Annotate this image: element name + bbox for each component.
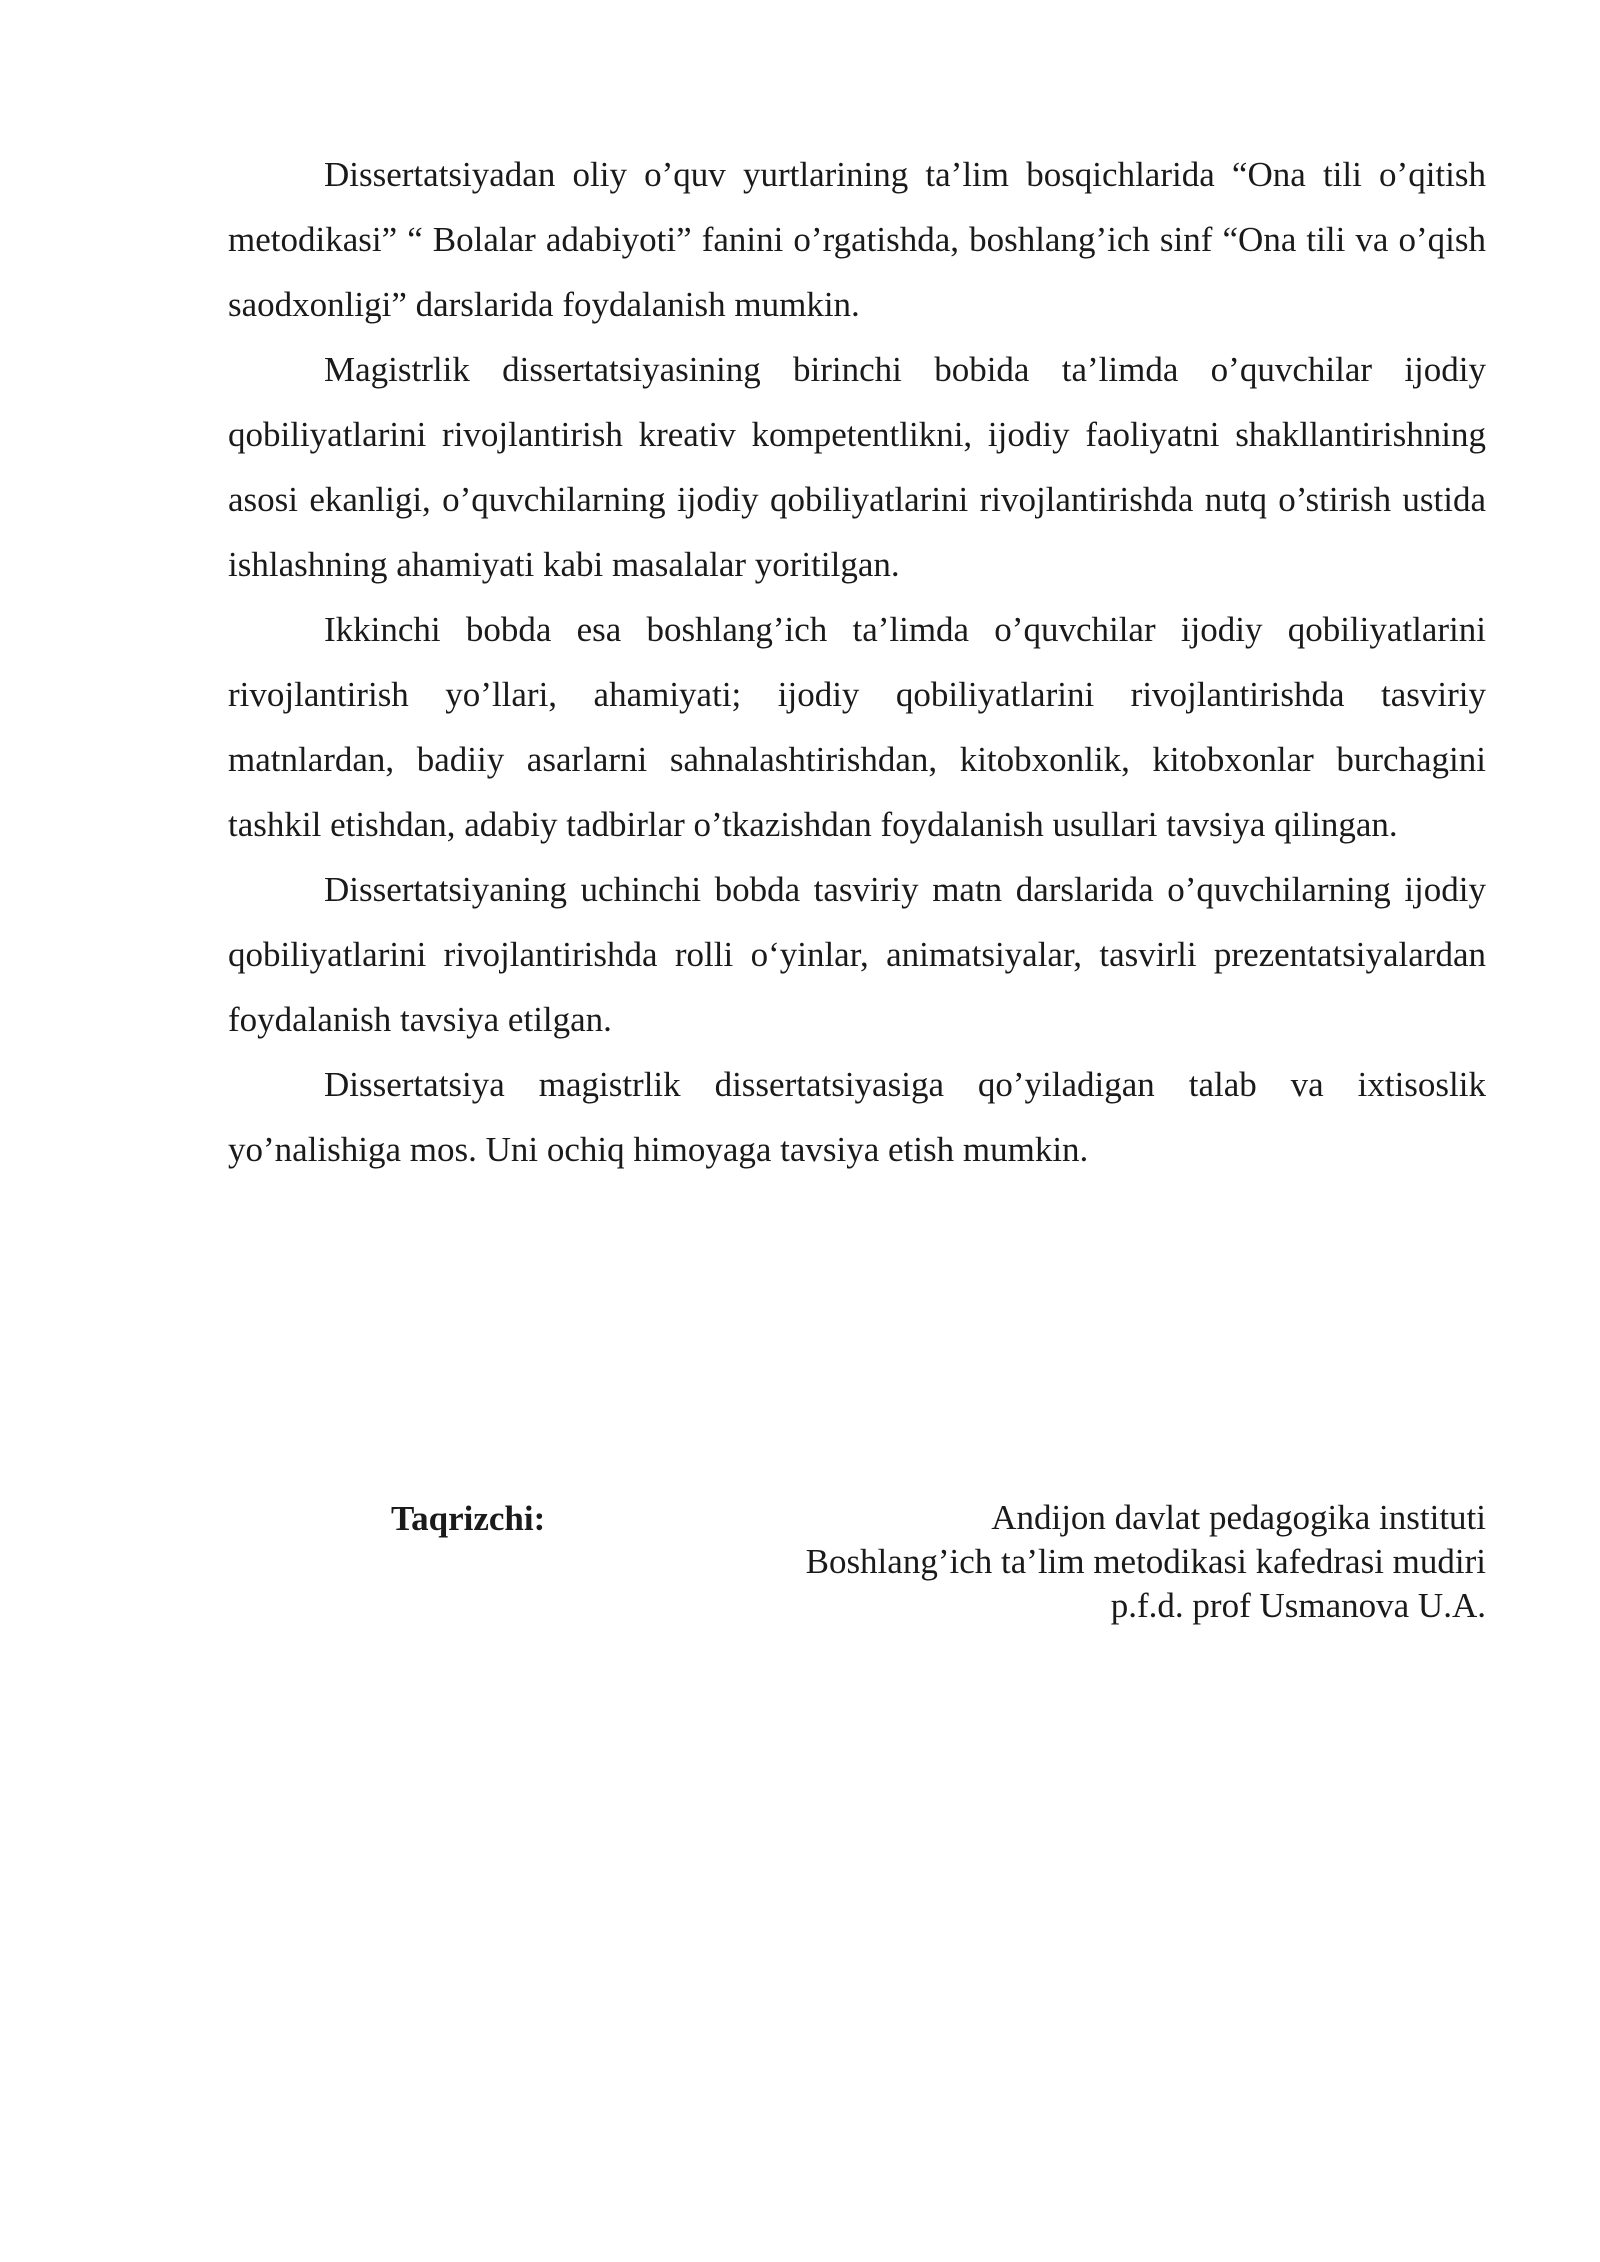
paragraph-usage: Dissertatsiyadan oliy o’quv yurtlarining ta’lim bosqichlarida “Ona tili o’qitish metodikasi” “ Bolalar adabiyoti” fanini o’rgatishda, boshlang’ich sinf “Ona tili va o’qish saodxonligi” darslarida foydalanish mumkin.	[228, 155, 1486, 324]
review-body	[228, 142, 1486, 1182]
reviewer-institution: Andijon davlat pedagogika instituti	[991, 1498, 1486, 1537]
reviewer-position: Boshlang’ich ta’lim metodikasi kafedrasi mudiri	[805, 1542, 1486, 1581]
signature-block	[228, 1496, 1486, 1636]
paragraph-conclusion: Dissertatsiya magistrlik dissertatsiyasiga qo’yiladigan talab va ixtisoslik yo’nalishiga mos. Uni ochiq himoyaga tavsiya etish mumkin.	[228, 1065, 1486, 1169]
paragraph-chapter-one: Magistrlik dissertatsiyasining birinchi bobida ta’limda o’quvchilar ijodiy qobiliyatlarini rivojlantirish kreativ kompetentlikni, ijodiy faoliyatni shakllantirishning asosi ekanligi, o’quvchilarning ijodiy qobiliyatlarini rivojlantirishda nutq o’stirish ustida ishlashning ahamiyati kabi masalalar yoritilgan.	[228, 350, 1486, 584]
reviewer-name: p.f.d. prof Usmanova U.A.	[1110, 1586, 1486, 1625]
reviewer-details	[806, 1496, 1486, 1628]
paragraph-chapter-two: Ikkinchi bobda esa boshlang’ich ta’limda o’quvchilar ijodiy qobiliyatlarini rivojlantirish yo’llari, ahamiyati; ijodiy qobiliyatlarini rivojlantirishda tasviriy matnlardan, badiiy asarlarni sahnalashtirishdan, kitobxonlik, kitobxonlar burchagini tashkil etishdan, adabiy tadbirlar o’tkazishdan foydalanish usullari tavsiya qilingan.	[228, 610, 1486, 844]
paragraph-chapter-three: Dissertatsiyaning uchinchi bobda tasviriy matn darslarida o’quvchilarning ijodiy qobiliyatlarini rivojlantirishda rolli o‘yinlar, animatsiyalar, tasvirli prezentatsiyalardan foydalanish tavsiya etilgan.	[228, 870, 1486, 1039]
reviewer-label: Taqrizchi:	[391, 1499, 546, 1538]
